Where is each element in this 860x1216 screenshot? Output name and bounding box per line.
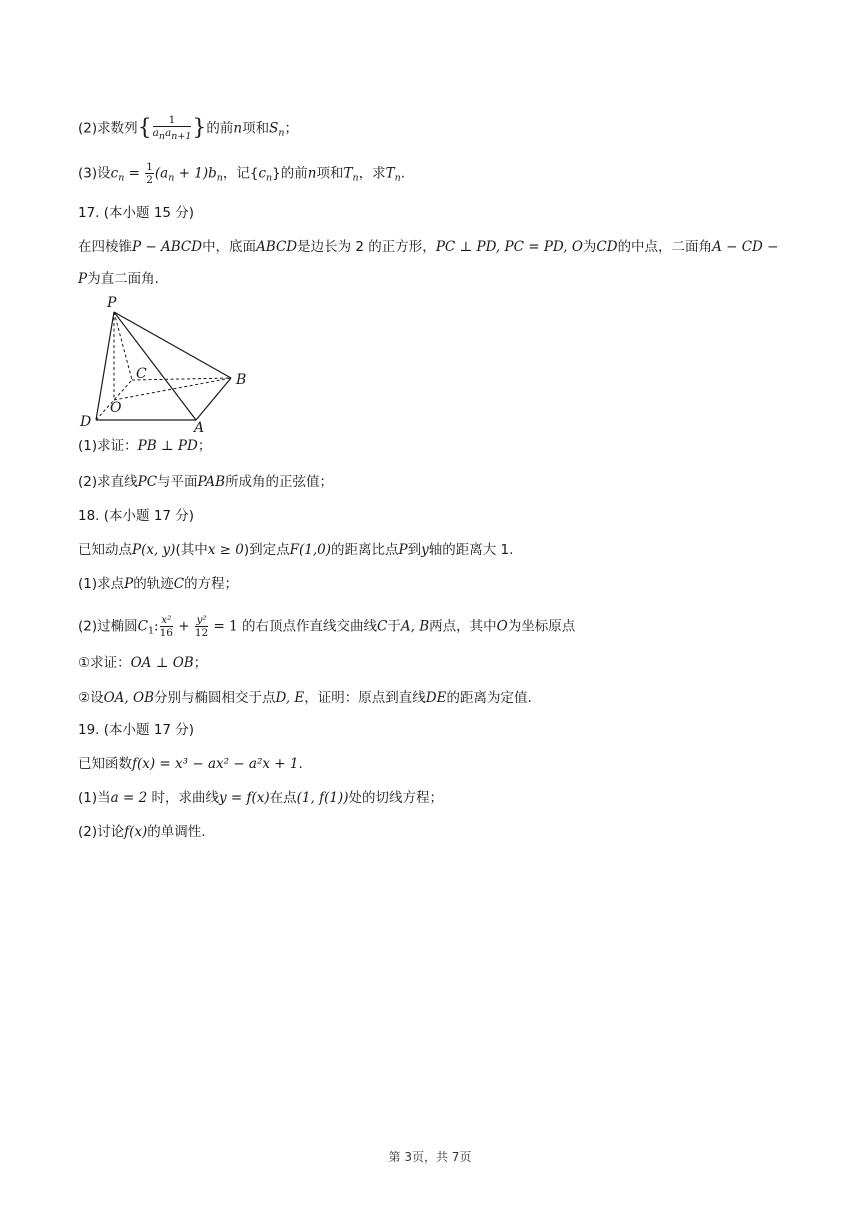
edge-AB: [196, 378, 231, 420]
label-O: O: [110, 400, 122, 416]
edge-PC: [114, 312, 132, 380]
label-D: D: [80, 414, 92, 430]
q18-subpart2: ②设OA, OB分别与椭圆相交于点D, E，证明：原点到直线DE的距离为定值.: [78, 690, 532, 706]
q19-part2: (2)讨论f(x)的单调性.: [78, 824, 206, 840]
ellipse-y-fraction: $\frac{\text{y²}}{12}$: [194, 614, 209, 639]
page-footer: 第 3页，共 7页: [388, 1150, 472, 1164]
fraction: $\frac{1}{\text{anan+1}}$: [152, 114, 192, 142]
q16-part2: (2)求数列{ $\frac{1}{\text{anan+1}}$ }的前n项和$S_n$；: [78, 114, 298, 142]
q17-part1: (1)求证：PB ⊥ PD；: [78, 438, 212, 454]
q18-statement: 已知动点P(x, y)(其中x ≥ 0)到定点F(1,0)的距离比点P到y轴的距离大 1.: [78, 542, 514, 558]
q17-part2: (2)求直线PC与平面PAB所成角的正弦值；: [78, 474, 334, 490]
q18-title: 18. (本小题 17 分): [78, 508, 195, 524]
q18-part2: (2)过椭圆$C_1$: $\frac{\text{x²}}{16}$ + $\frac{\text{y²}}{12}$ = 1 的右顶点作直线交曲线C于A, B两点，其中O为坐标原点: [78, 614, 576, 639]
edge-CB: [132, 378, 231, 380]
label-A: A: [194, 420, 205, 434]
q19-part1: (1)当a = 2 时，求曲线y = f(x)在点(1, f(1))处的切线方程；: [78, 790, 443, 806]
label-C: C: [136, 366, 147, 382]
q16-part3: (3)设$c_n$ = $\frac{1}{2}$ $(a_n + 1)b_n$，记$\{c_n\}$的前n项和$T_n$，求$T_n$.: [78, 161, 406, 186]
q17-title: 17. (本小题 15 分): [78, 205, 195, 221]
q17-statement-line1: 在四棱锥P − ABCD中，底面ABCD是边长为 2 的正方形，PC ⊥ PD, PC = PD, O为CD的中点，二面角A − CD −: [78, 239, 779, 255]
edge-PB: [114, 312, 231, 378]
half-fraction: $\frac{1}{2}$: [146, 161, 153, 186]
q18-subpart1: ①求证：OA ⊥ OB；: [78, 655, 208, 671]
edge-PA: [114, 312, 196, 420]
pyramid-figure: [76, 294, 266, 434]
q18-part1: (1)求点P的轨迹C的方程；: [78, 576, 239, 592]
ellipse-x-fraction: $\frac{\text{x²}}{16}$: [159, 614, 173, 639]
q17-statement-line2: P为直二面角.: [78, 271, 159, 287]
label-P: P: [107, 295, 117, 311]
q19-title: 19. (本小题 17 分): [78, 722, 195, 738]
q19-statement: 已知函数f(x) = x³ − ax² − a²x + 1.: [78, 756, 303, 772]
label-B: B: [236, 372, 247, 388]
